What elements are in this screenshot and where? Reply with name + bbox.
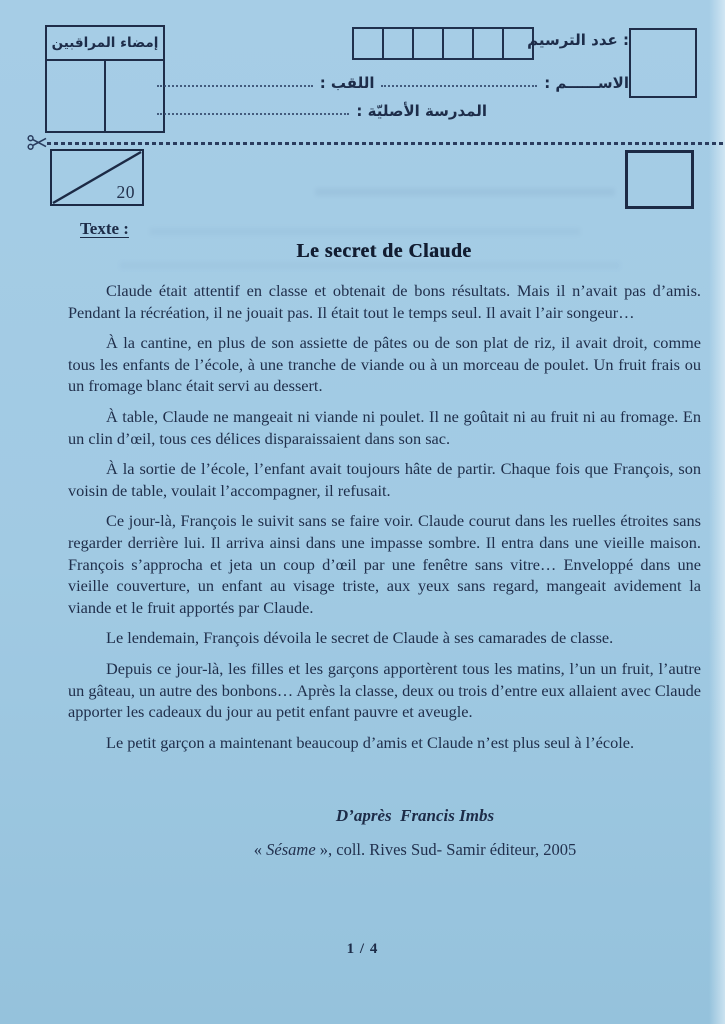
supervisors-signature-cells	[47, 61, 163, 131]
registration-number-label: عدد الترسيم :	[527, 31, 629, 49]
supervisor-signature-cell	[106, 61, 163, 131]
registration-cell	[412, 29, 442, 58]
school-fill-line	[157, 113, 349, 115]
scissors-icon	[27, 134, 47, 156]
page-number: 1 / 4	[346, 941, 379, 957]
score-box	[50, 149, 144, 206]
text-paragraph: À la sortie de l’école, l’enfant avait toujours hâte de partir. Chaque fois que François, son voisin de table, voulait l’accompagner, il refusait.	[68, 459, 701, 500]
author-attribution: D’après Francis Imbs	[335, 806, 495, 825]
text-title: Le secret de Claude	[296, 241, 472, 262]
supervisors-signature-box	[45, 25, 165, 133]
bleed-through-artifact	[120, 262, 620, 269]
name-fill-line	[381, 85, 537, 87]
cut-dashed-line	[47, 142, 725, 145]
supervisors-box-title: إمضاء المراقبين	[47, 27, 163, 61]
surname-fill-line	[157, 85, 313, 87]
texte-section-label: Texte :	[80, 219, 129, 238]
text-paragraph: Claude était attentif en classe et obtenait de bons résultats. Mais il n’avait pas d’amis. Pendant la récréation, il ne jouait pas. Il était tout le temps seul. Il avait l’air songeur…	[68, 281, 701, 322]
registration-number-cells	[352, 27, 534, 60]
school-label: المدرسة الأصليّة :	[356, 102, 487, 120]
school-form-row	[157, 94, 487, 120]
surname-label: اللقب :	[319, 74, 375, 92]
score-max-value: 20	[116, 182, 135, 202]
registration-cell	[382, 29, 412, 58]
source-reference	[105, 840, 725, 860]
registration-cell	[472, 29, 502, 58]
scan-edge-highlight	[709, 0, 725, 1024]
text-paragraph: Le lendemain, François dévoila le secret de Claude à ses camarades de classe.	[106, 628, 614, 648]
text-paragraph: Depuis ce jour-là, les filles et les garçons apportèrent tous les matins, l’un un fruit, l’autre un gâteau, un autre des bonbons… Après la classe, deux ou trois d’entre eux allaient avec Claude apporter les cadeaux du jour au petit enfant pauvre et aveugle.	[68, 658, 701, 722]
supervisor-signature-cell	[47, 61, 106, 131]
candidate-number-box	[629, 28, 697, 98]
registration-cell	[442, 29, 472, 58]
source-open-quote: «	[253, 840, 267, 859]
name-form-row	[157, 66, 629, 92]
registration-cell	[354, 29, 382, 58]
bleed-through-artifact	[150, 228, 580, 235]
text-paragraph: À table, Claude ne mangeait ni viande ni poulet. Il ne goûtait ni au fruit ni au fromage. En un clin d’œil, tous ces délices disparaissaient dans son sac.	[68, 406, 701, 448]
text-paragraph: À la cantine, en plus de son assiette de pâtes ou de son plat de riz, il avait droit, comme tous les enfants de l’école, à une tranche de viande ou à un morceau de poulet. Un fruit frais ou un fromage blanc était servi au dessert.	[68, 333, 701, 396]
source-publisher: », coll. Rives Sud- Samir éditeur, 2005	[315, 840, 577, 859]
name-label: الاســــــم :	[544, 74, 629, 92]
text-paragraph: Ce jour-là, François le suivit sans se faire voir. Claude courut dans les ruelles étroites sans regarder derrière lui. Il arriva ainsi dans une impasse sombre. Il entra dans une vieille maison. François s’approcha et jeta un coup d’œil par une fenêtre sans vitre… Enveloppé dans une vieille couverture, un enfant au visage triste, aux yeux sans regard, mangeait avidement la viande et le fruit apportés par Claude.	[68, 511, 701, 617]
reading-text	[68, 280, 701, 762]
attribution-block	[105, 806, 725, 860]
text-paragraph: Le petit garçon a maintenant beaucoup d’amis et Claude n’est plus seul à l’école.	[106, 732, 635, 752]
bleed-through-artifact	[315, 188, 615, 196]
corner-marking-box	[625, 150, 694, 209]
source-work-title: Sésame	[266, 840, 316, 859]
